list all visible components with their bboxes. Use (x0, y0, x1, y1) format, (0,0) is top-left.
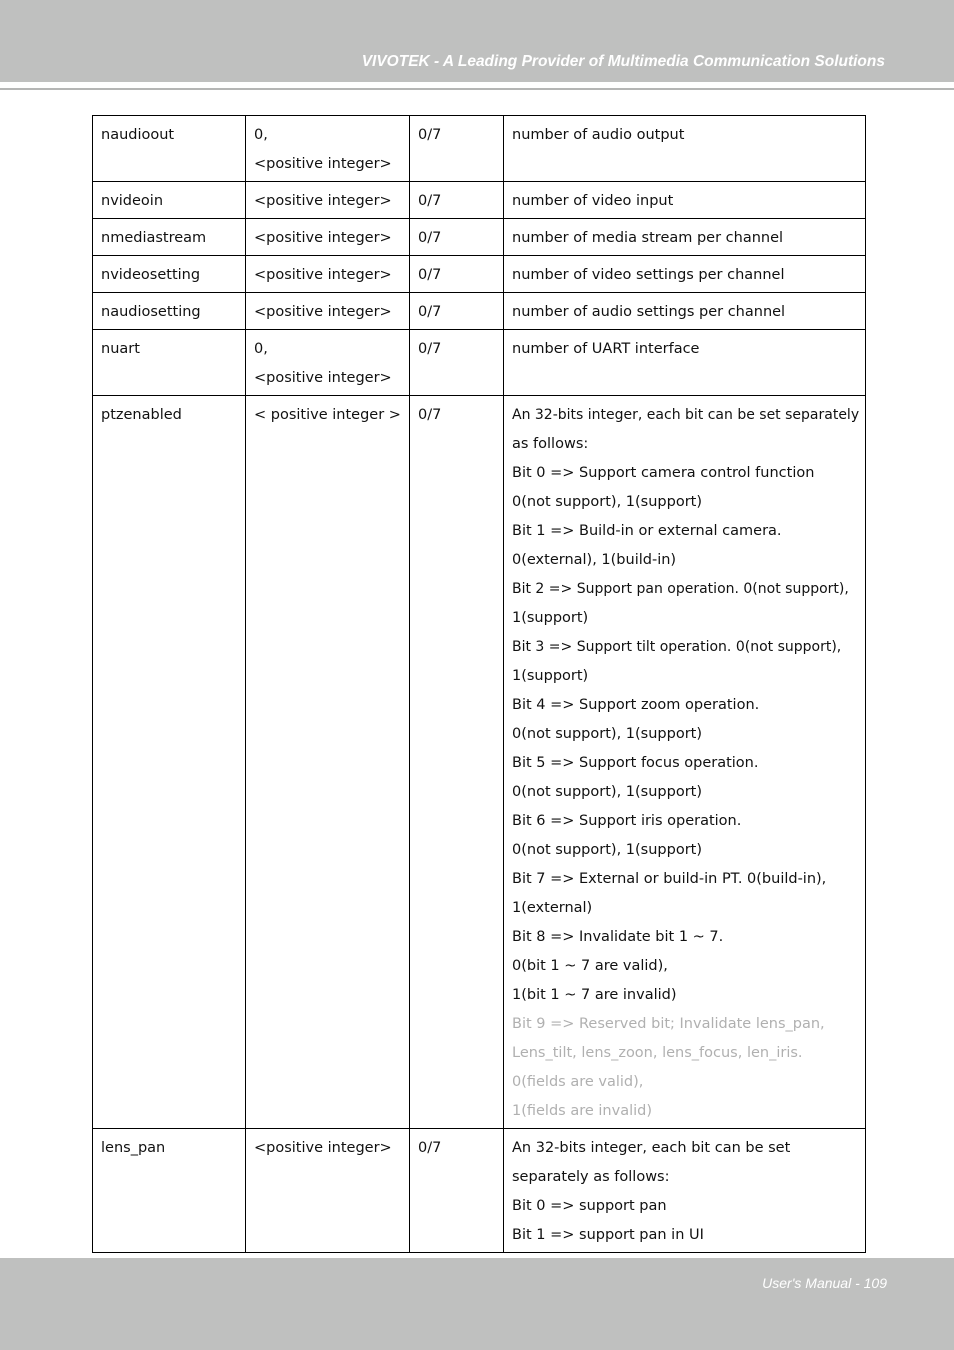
table-row (93, 182, 866, 219)
param-name: nmediastream (93, 219, 246, 256)
page-header (0, 0, 954, 82)
description-line: Bit 6 => Support iris operation. (512, 813, 742, 829)
page-number: User's Manual - 109 (762, 1275, 887, 1291)
param-values (246, 256, 410, 293)
param-description (504, 256, 866, 293)
value-line: <positive integer> (254, 304, 392, 320)
description-line: Bit 5 => Support focus operation. (512, 755, 759, 771)
description-line: 1(support) (512, 610, 589, 626)
value-line: 0, (254, 127, 268, 143)
description-line: number of audio output (512, 127, 685, 143)
param-name: ptzenabled (93, 396, 246, 1129)
description-line: 0(not support), 1(support) (512, 726, 702, 742)
reserved-description-line: 0(fields are valid), (512, 1074, 644, 1090)
param-description (504, 1129, 866, 1253)
table-row (93, 1129, 866, 1253)
description-line: separately as follows: (512, 1169, 670, 1185)
description-line: Bit 8 => Invalidate bit 1 ~ 7. (512, 929, 724, 945)
description-line: 1(external) (512, 900, 593, 916)
description-line: as follows: (512, 436, 589, 452)
description-line: number of video settings per channel (512, 267, 785, 283)
param-description (504, 182, 866, 219)
value-line: <positive integer> (254, 193, 392, 209)
table-row (93, 330, 866, 396)
value-line: <positive integer> (254, 156, 392, 172)
description-line: 0(not support), 1(support) (512, 784, 702, 800)
description-line: An 32-bits integer, each bit can be set separately (512, 407, 860, 423)
description-line: 0(not support), 1(support) (512, 842, 702, 858)
param-values (246, 219, 410, 256)
description-line: Bit 4 => Support zoom operation. (512, 697, 760, 713)
description-line: 1(support) (512, 668, 589, 684)
value-line: 0, (254, 341, 268, 357)
param-values (246, 330, 410, 396)
description-line: 1(bit 1 ~ 7 are invalid) (512, 987, 677, 1003)
value-line: <positive integer> (254, 1140, 392, 1156)
param-values (246, 396, 410, 1129)
header-divider (0, 88, 954, 90)
description-line: number of UART interface (512, 341, 700, 357)
param-name: nvideoin (93, 182, 246, 219)
description-line: number of video input (512, 193, 674, 209)
table-row (93, 116, 866, 182)
description-line: 0(not support), 1(support) (512, 494, 702, 510)
description-line: Bit 0 => Support camera control function (512, 465, 815, 481)
value-line: <positive integer> (254, 267, 392, 283)
param-security: 0/7 (410, 182, 504, 219)
table-row (93, 396, 866, 1129)
description-line: Bit 3 => Support tilt operation. 0(not support), (512, 639, 842, 655)
param-values (246, 1129, 410, 1253)
page-footer (0, 1258, 954, 1350)
param-name: nvideosetting (93, 256, 246, 293)
param-values (246, 182, 410, 219)
table-row (93, 219, 866, 256)
param-name: naudiosetting (93, 293, 246, 330)
param-name: naudioout (93, 116, 246, 182)
param-security: 0/7 (410, 116, 504, 182)
param-security: 0/7 (410, 293, 504, 330)
parameter-table (92, 115, 866, 1253)
description-line: 0(bit 1 ~ 7 are valid), (512, 958, 668, 974)
header-title: VIVOTEK - A Leading Provider of Multimedia Communication Solutions (361, 53, 885, 70)
param-description (504, 116, 866, 182)
param-description (504, 219, 866, 256)
param-values (246, 116, 410, 182)
param-security: 0/7 (410, 219, 504, 256)
description-line: Bit 1 => support pan in UI (512, 1227, 704, 1243)
value-line: <positive integer> (254, 230, 392, 246)
description-line: Bit 1 => Build-in or external camera. (512, 523, 782, 539)
description-line: Bit 2 => Support pan operation. 0(not support), (512, 581, 849, 597)
table-row (93, 256, 866, 293)
param-description (504, 330, 866, 396)
param-description (504, 293, 866, 330)
param-values (246, 293, 410, 330)
description-line: 0(external), 1(build-in) (512, 552, 677, 568)
param-name: nuart (93, 330, 246, 396)
table-row (93, 293, 866, 330)
param-description (504, 396, 866, 1129)
description-line: number of audio settings per channel (512, 304, 786, 320)
description-line: Bit 0 => support pan (512, 1198, 667, 1214)
param-security: 0/7 (410, 256, 504, 293)
value-line: <positive integer> (254, 370, 392, 386)
value-line: < positive integer > (254, 407, 401, 423)
reserved-description-line: Lens_tilt, lens_zoon, lens_focus, len_iris. (512, 1045, 803, 1061)
reserved-description-line: 1(fields are invalid) (512, 1103, 652, 1119)
description-line: number of media stream per channel (512, 230, 784, 246)
param-security: 0/7 (410, 1129, 504, 1253)
param-security: 0/7 (410, 330, 504, 396)
description-line: An 32-bits integer, each bit can be set (512, 1140, 791, 1156)
param-name: lens_pan (93, 1129, 246, 1253)
param-security: 0/7 (410, 396, 504, 1129)
description-line: Bit 7 => External or build-in PT. 0(build-in), (512, 871, 827, 887)
reserved-description-line: Bit 9 => Reserved bit; Invalidate lens_pan, (512, 1016, 825, 1032)
